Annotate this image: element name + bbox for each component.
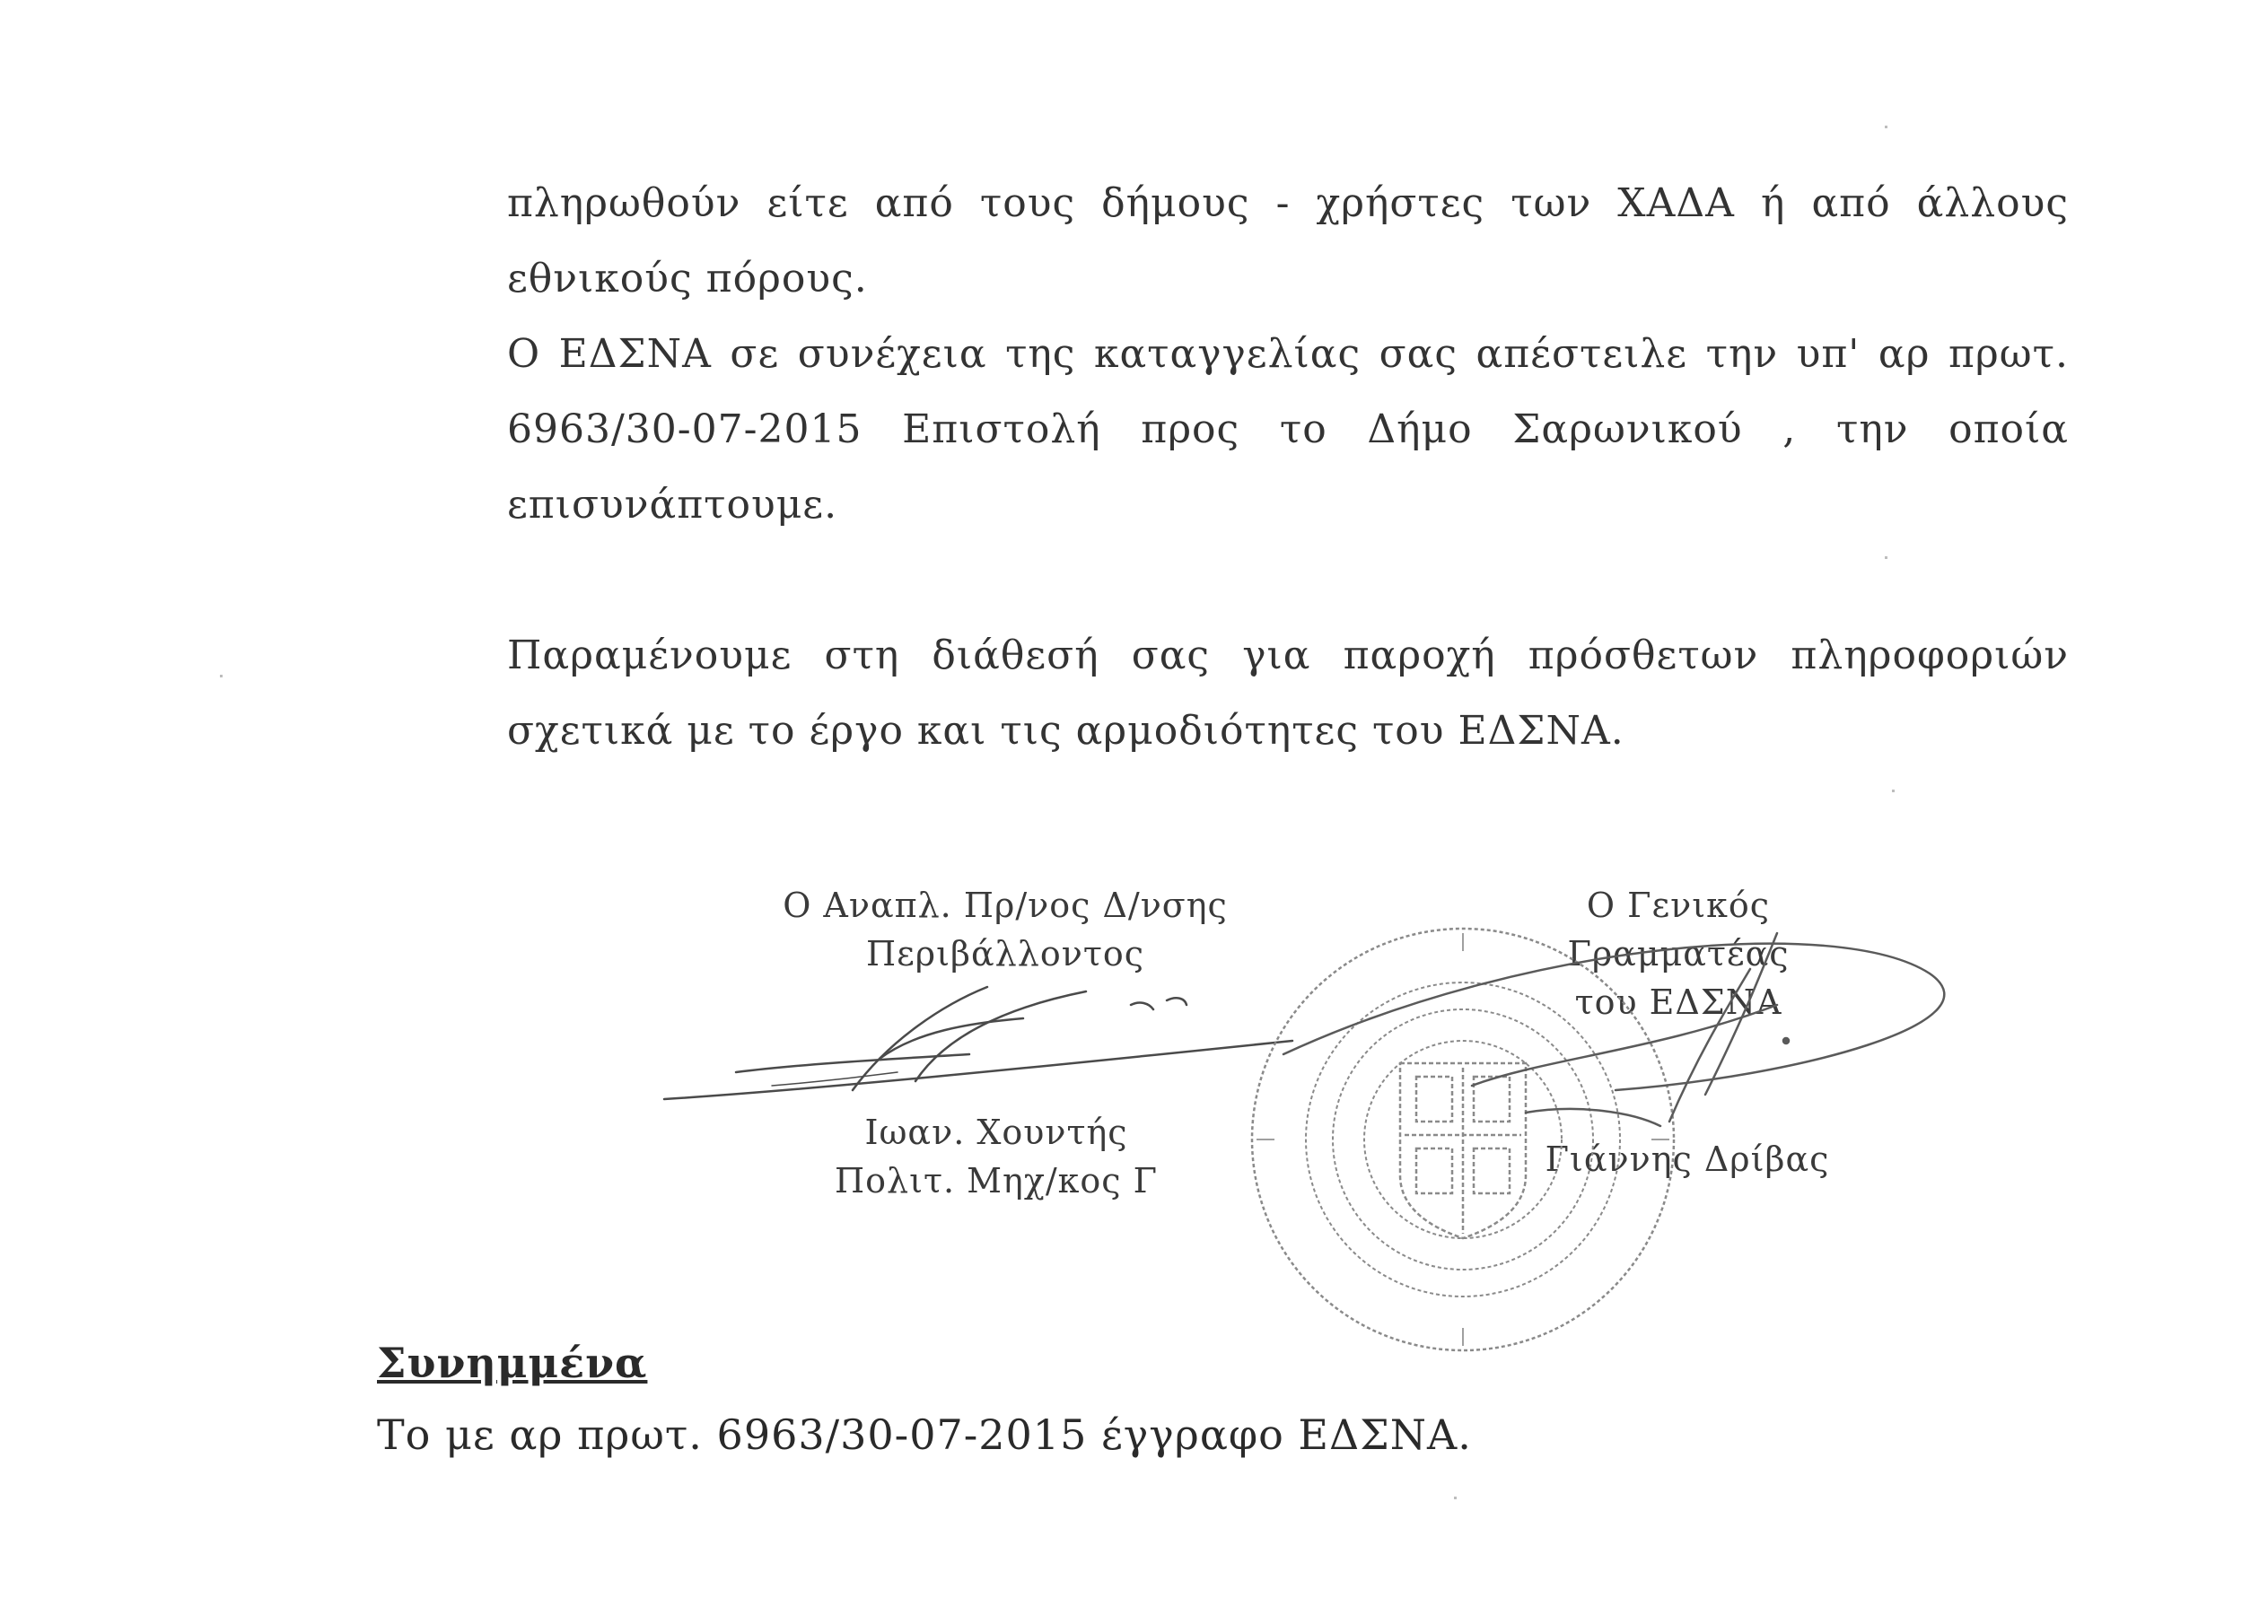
attachments-heading: Συνημμένα [377, 1339, 648, 1387]
left-signatory-name-block [808, 1108, 1185, 1205]
scan-artifact [1885, 126, 1887, 128]
left-handwritten-signature [664, 987, 1292, 1099]
paragraph-closing: Παραμένουμε στη διάθεσή σας για παροχή πρόσθετων πληροφοριών σχετικά με το έργο και τις αρμοδιότητες του ΕΔΣΝΑ. [507, 633, 2069, 754]
left-signatory-title-line1: Ο Αναπλ. Πρ/νος Δ/νσης [783, 886, 1228, 925]
right-signatory-name: Γιάννης Δρίβας [1545, 1139, 1830, 1179]
scan-artifact [1892, 790, 1895, 792]
paragraph-spacer [507, 543, 2069, 618]
left-signatory-title-line2: Περιβάλλοντος [865, 934, 1145, 974]
left-signatory-role: Πολιτ. Μηχ/κος Γ [834, 1161, 1159, 1201]
left-signatory-name: Ιωαν. Χουντής [864, 1113, 1128, 1152]
scan-artifact [220, 675, 223, 677]
attachments-item: Το με αρ πρωτ. 6963/30-07-2015 έγγραφο ΕΔΣΝΑ. [377, 1410, 1472, 1459]
scan-artifact [1885, 556, 1887, 559]
paragraph-complaint-followup: Ο ΕΔΣΝΑ σε συνέχεια της καταγγελίας σας απέστειλε την υπ' αρ πρωτ. 6963/30-07-2015 Επιστολή προς το Δήμο Σαρωνικού , την οποία επισυνάπτουμε. [507, 331, 2069, 528]
right-signatory-title [1472, 881, 1885, 1026]
left-signatory-title [763, 881, 1248, 978]
scan-artifact [1454, 1497, 1457, 1499]
letter-body [507, 166, 2069, 769]
seal-coat-of-arms [1400, 1063, 1526, 1238]
right-signatory-name-block [1526, 1135, 1849, 1183]
paragraph-payment-sources: πληρωθούν είτε από τους δήμους - χρήστες των ΧΑΔΑ ή από άλλους εθνικούς πόρους. [507, 180, 2069, 301]
right-signatory-title-line2: του ΕΔΣΝΑ [1574, 982, 1782, 1022]
right-signatory-title-line1: Ο Γενικός Γραμματέας [1567, 886, 1790, 974]
